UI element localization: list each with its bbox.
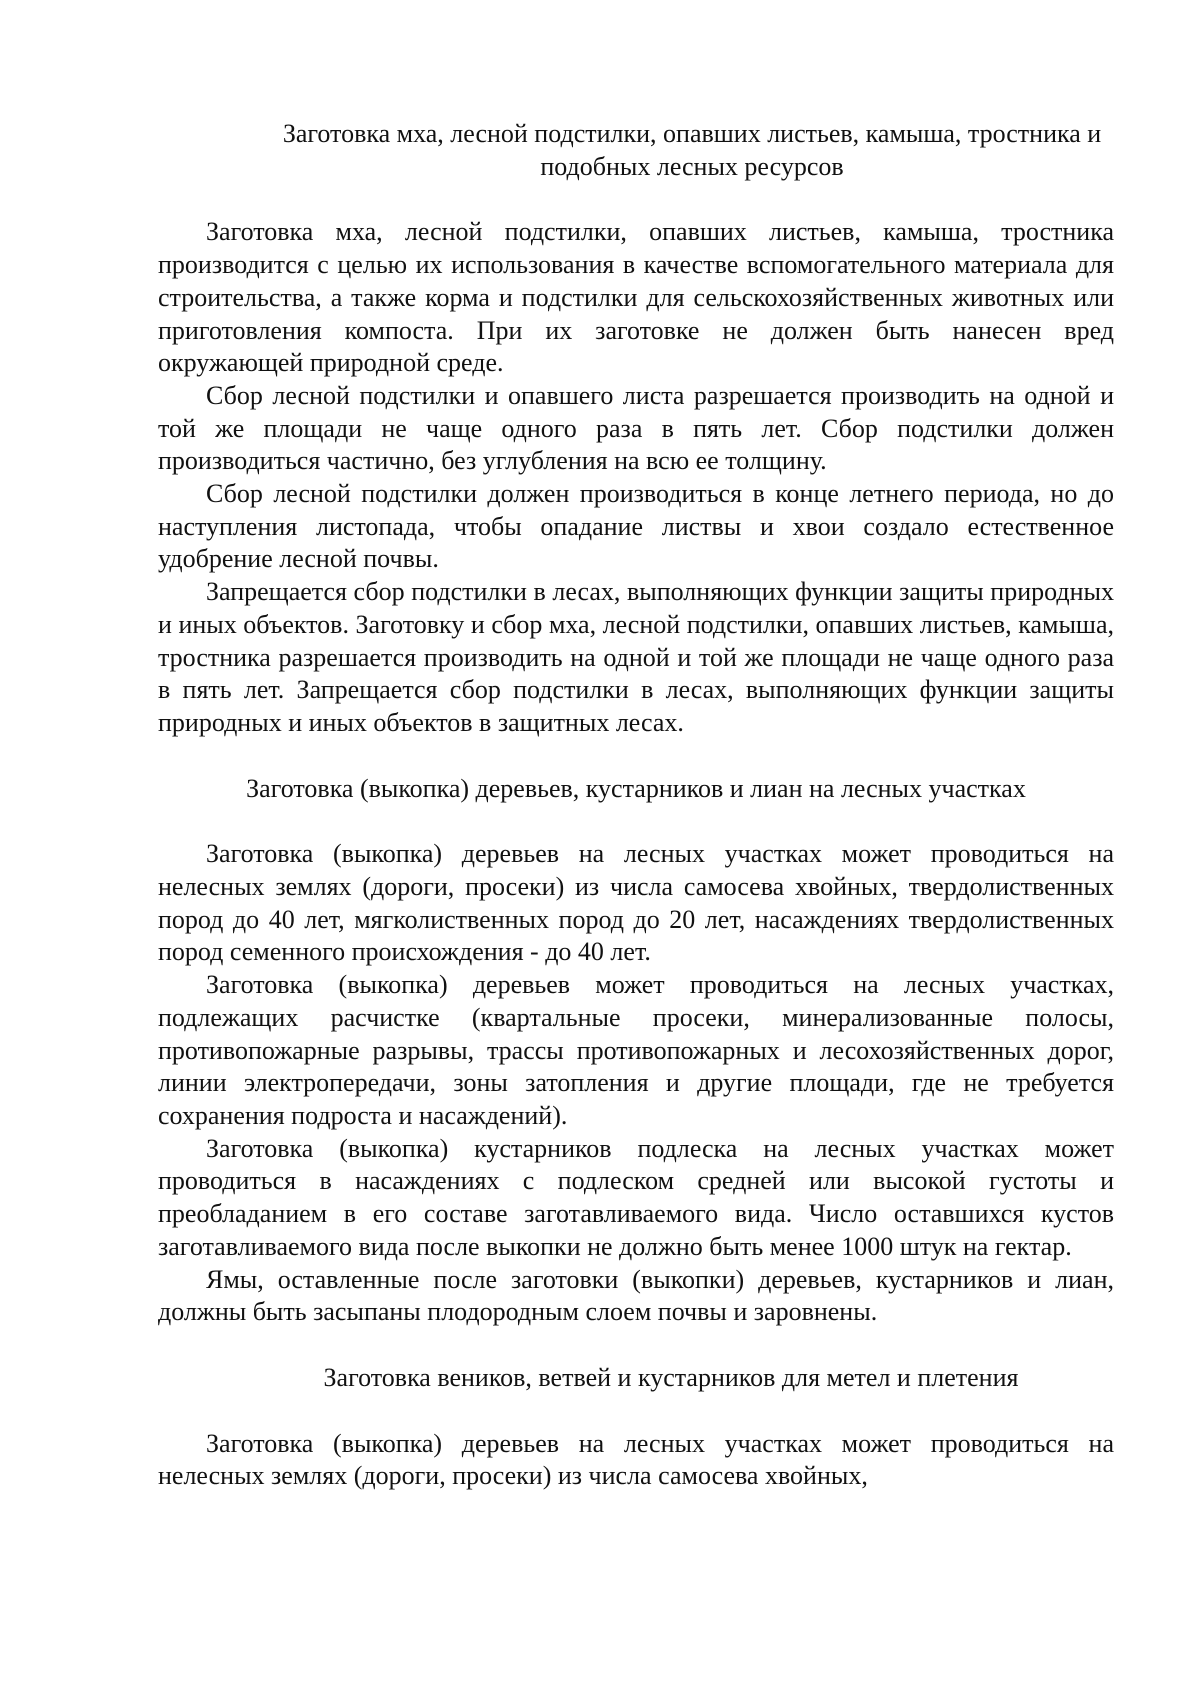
paragraph: Сбор лесной подстилки и опавшего листа разрешается производить на одной и той же площади не чаще одного раза в пять лет. Сбор подстилки должен производиться частично, без углубления на всю ее толщину. <box>158 380 1114 476</box>
paragraph: Заготовка (выкопка) деревьев может проводиться на лесных участках, подлежащих расчистке (квартальные просеки, минерализованные полосы, противопожарные разрывы, трассы противопожарных и лесохозяйственных дорог, линии электропередачи, зоны затопления и другие площади, где не требуется сохранения подроста и насаждений). <box>158 970 1114 1130</box>
paragraph: Заготовка (выкопка) кустарников подлеска на лесных участках может проводиться в насаждениях с подлеском средней или высокой густоты и преобладанием в его составе заготавливаемого вида. Число оставшихся кустов заготавливаемого вида после выкопки не должно быть менее 1000 штук на гектар. <box>158 1133 1114 1261</box>
section-trees-shrubs <box>158 773 1114 1329</box>
section-heading: Заготовка веников, ветвей и кустарников для метел и плетения <box>323 1362 1019 1392</box>
paragraph: Запрещается сбор подстилки в лесах, выполняющих функции защиты природных и иных объектов. Заготовку и сбор мха, лесной подстилки, опавших листьев, камыша, тростника разрешается производить на одной и той же площади не чаще одного раза в пять лет. Запрещается сбор подстилки в лесах, выполняющих функции защиты природных и иных объектов в защитных лесах. <box>158 577 1114 737</box>
document-page <box>158 118 1114 1493</box>
paragraph: Заготовка мха, лесной подстилки, опавших листьев, камыша, тростника производится с целью их использования в качестве вспомогательного материала для строительства, а также корма и подстилки для сельскохозяйственных животных или приготовления компоста. При их заготовке не должен быть нанесен вред окружающей природной среде. <box>158 217 1114 378</box>
section-moss-litter <box>158 118 1114 740</box>
section-brooms-branches <box>158 1362 1114 1493</box>
section-heading: Заготовка мха, лесной подстилки, опавших листьев, камыша, тростника и подобных лесных ресурсов <box>282 119 1102 181</box>
paragraph: Заготовка (выкопка) деревьев на лесных участках может проводиться на нелесных землях (дороги, просеки) из числа самосева хвойных, <box>158 1428 1114 1491</box>
paragraph: Заготовка (выкопка) деревьев на лесных участках может проводиться на нелесных землях (дороги, просеки) из числа самосева хвойных, твердолиственных пород до 40 лет, мягколиственных пород до 20 лет, насаждениях твердолиственных пород семенного происхождения - до 40 лет. <box>158 839 1114 967</box>
paragraph: Сбор лесной подстилки должен производиться в конце летнего периода, но до наступления листопада, чтобы опадание листвы и хвои создало естественное удобрение лесной почвы. <box>158 479 1114 574</box>
section-heading: Заготовка (выкопка) деревьев, кустарников и лиан на лесных участках <box>246 773 1026 803</box>
paragraph: Ямы, оставленные после заготовки (выкопки) деревьев, кустарников и лиан, должны быть засыпаны плодородным слоем почвы и заровнены. <box>158 1264 1114 1327</box>
